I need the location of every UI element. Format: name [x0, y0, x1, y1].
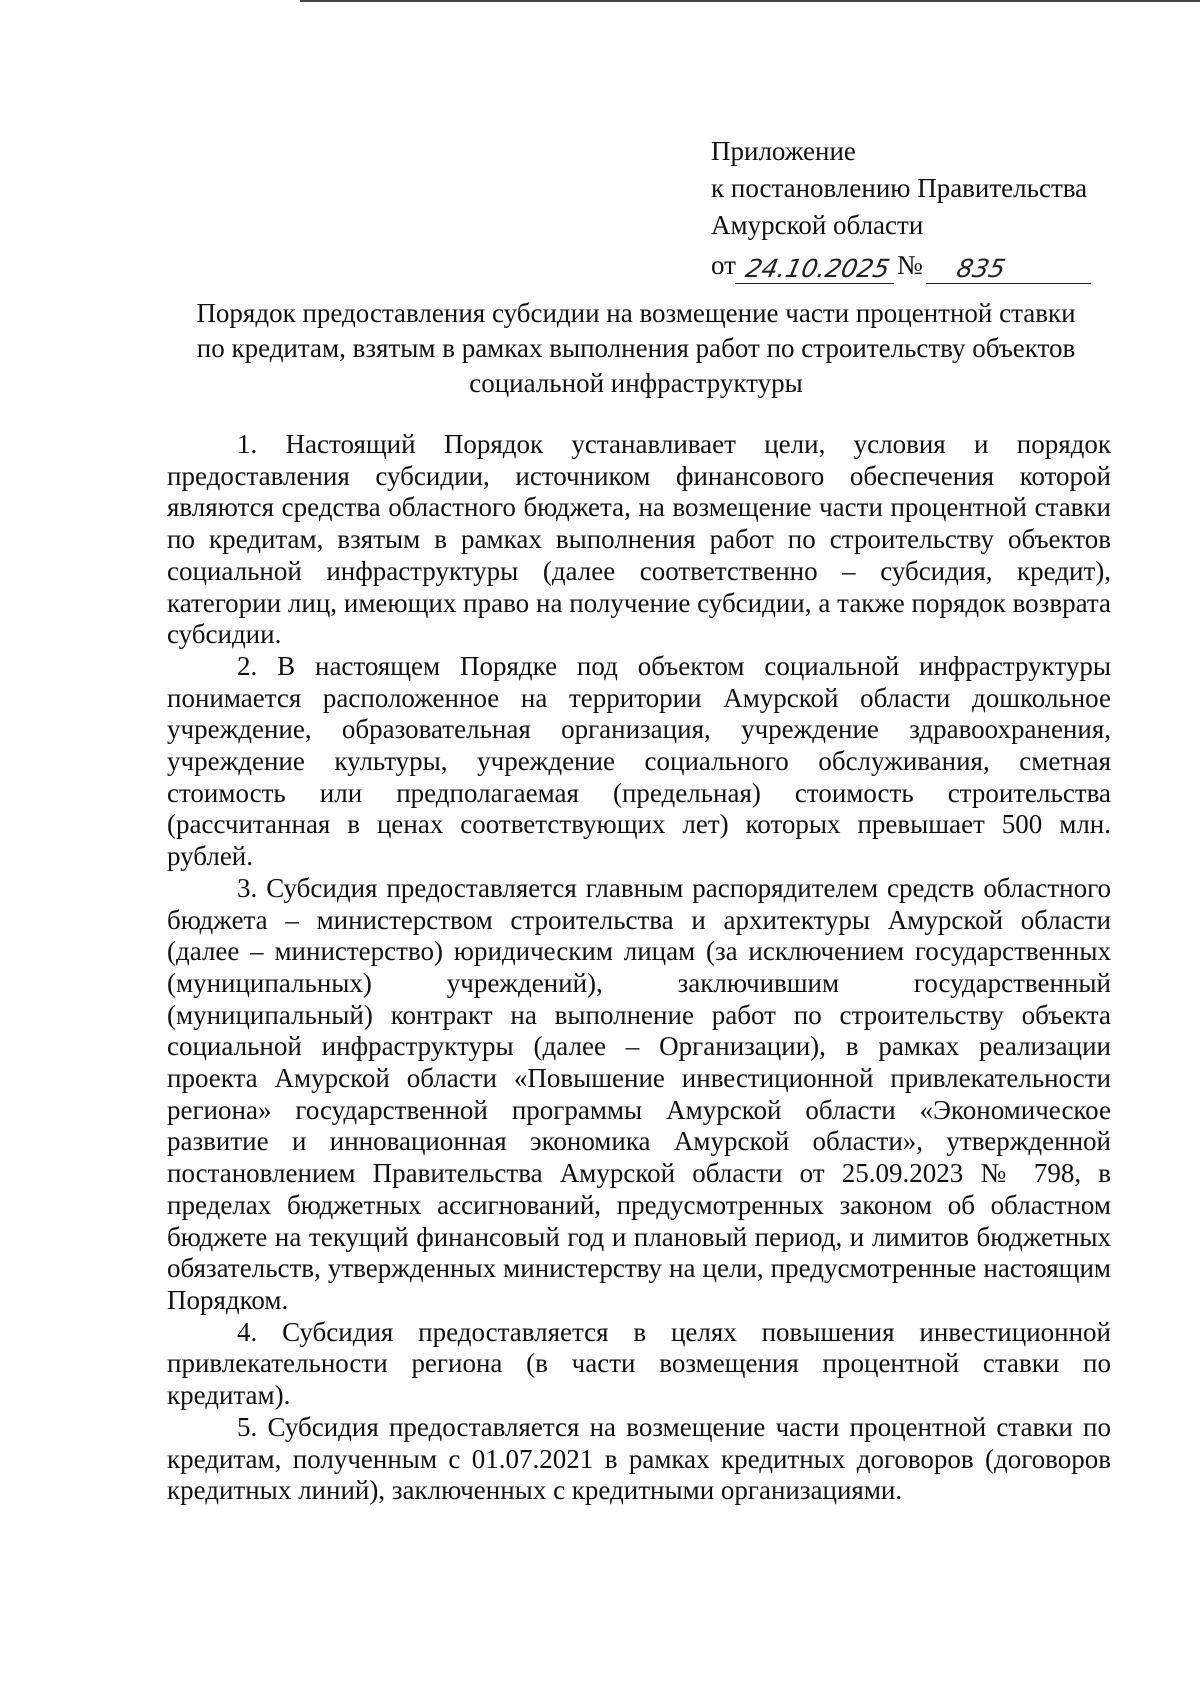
annex-date-number — [711, 244, 1131, 284]
paragraph-4: 4. Субсидия предоставляется в целях повышения инвестиционной привлекательности региона (в части возмещения процентной ставки по кредитам). — [167, 1316, 1111, 1411]
scan-top-edge — [300, 0, 1200, 2]
handwritten-number: 835 — [926, 255, 1097, 284]
paragraph-2: 2. В настоящем Порядке под объектом социальной инфраструктуры понимается расположенное на территории Амурской области дошкольное учреждение, образовательная организация, учреждение здравоохранения, учреждение культуры, учреждение социального обслуживания, сметная стоимость или предполагаемая (предельная) стоимость строительства (рассчитанная в ценах соответствующих лет) которых превышает 500 млн. рублей. — [167, 650, 1111, 872]
annex-region: Амурской области — [711, 210, 924, 240]
document-body — [167, 429, 1111, 1507]
paragraph-3: 3. Субсидия предоставляется главным распорядителем средств областного бюджета – министерством строительства и архитектуры Амурской области (далее – министерство) юридическим лицам (за исключением государственных (муниципальных) учреждений), заключившим государственный (муниципальный) контракт на выполнение работ по строительству объекта социальной инфраструктуры (далее – Организации), в рамках реализации проекта Амурской области «Повышение инвестиционной привлекательности региона» государственной программы Амурской области «Экономическое развитие и инновационная экономика Амурской области», утвержденной постановлением Правительства Амурской области от 25.09.2023 № 798, в пределах бюджетных ассигнований, предусмотренных законом об областном бюджете на текущий финансовый год и плановый период, и лимитов бюджетных обязательств, утвержденных министерству на цели, предусмотренные настоящим Порядком. — [167, 872, 1111, 1315]
annex-reference: к постановлению Правительства — [711, 173, 1088, 203]
annex-header — [711, 133, 1131, 284]
title-line-3: социальной инфраструктуры — [469, 368, 803, 398]
title-line-1: Порядок предоставления субсидии на возмещение части процентной ставки — [196, 298, 1076, 328]
annex-title: Приложение — [711, 136, 856, 166]
paragraph-1: 1. Настоящий Порядок устанавливает цели, условия и порядок предоставления субсидии, источником финансового обеспечения которой являются средства областного бюджета, на возмещение части процентной ставки по кредитам, взятым в рамках выполнения работ по строительству объектов социальной инфраструктуры (далее соответственно – субсидия, кредит), категории лиц, имеющих право на получение субсидии, а также порядок возврата субсидии. — [167, 429, 1111, 650]
paragraph-5: 5. Субсидия предоставляется на возмещение части процентной ставки по кредитам, полученным с 01.07.2021 в рамках кредитных договоров (договоров кредитных линий), заключенных с кредитными организациями. — [167, 1411, 1111, 1506]
handwritten-date: 24.10.2025 — [735, 255, 900, 284]
date-label: от — [711, 250, 736, 280]
title-line-2: по кредитам, взятым в рамках выполнения работ по строительству объектов — [196, 333, 1076, 363]
document-title — [166, 296, 1106, 401]
number-label: № — [896, 250, 923, 280]
